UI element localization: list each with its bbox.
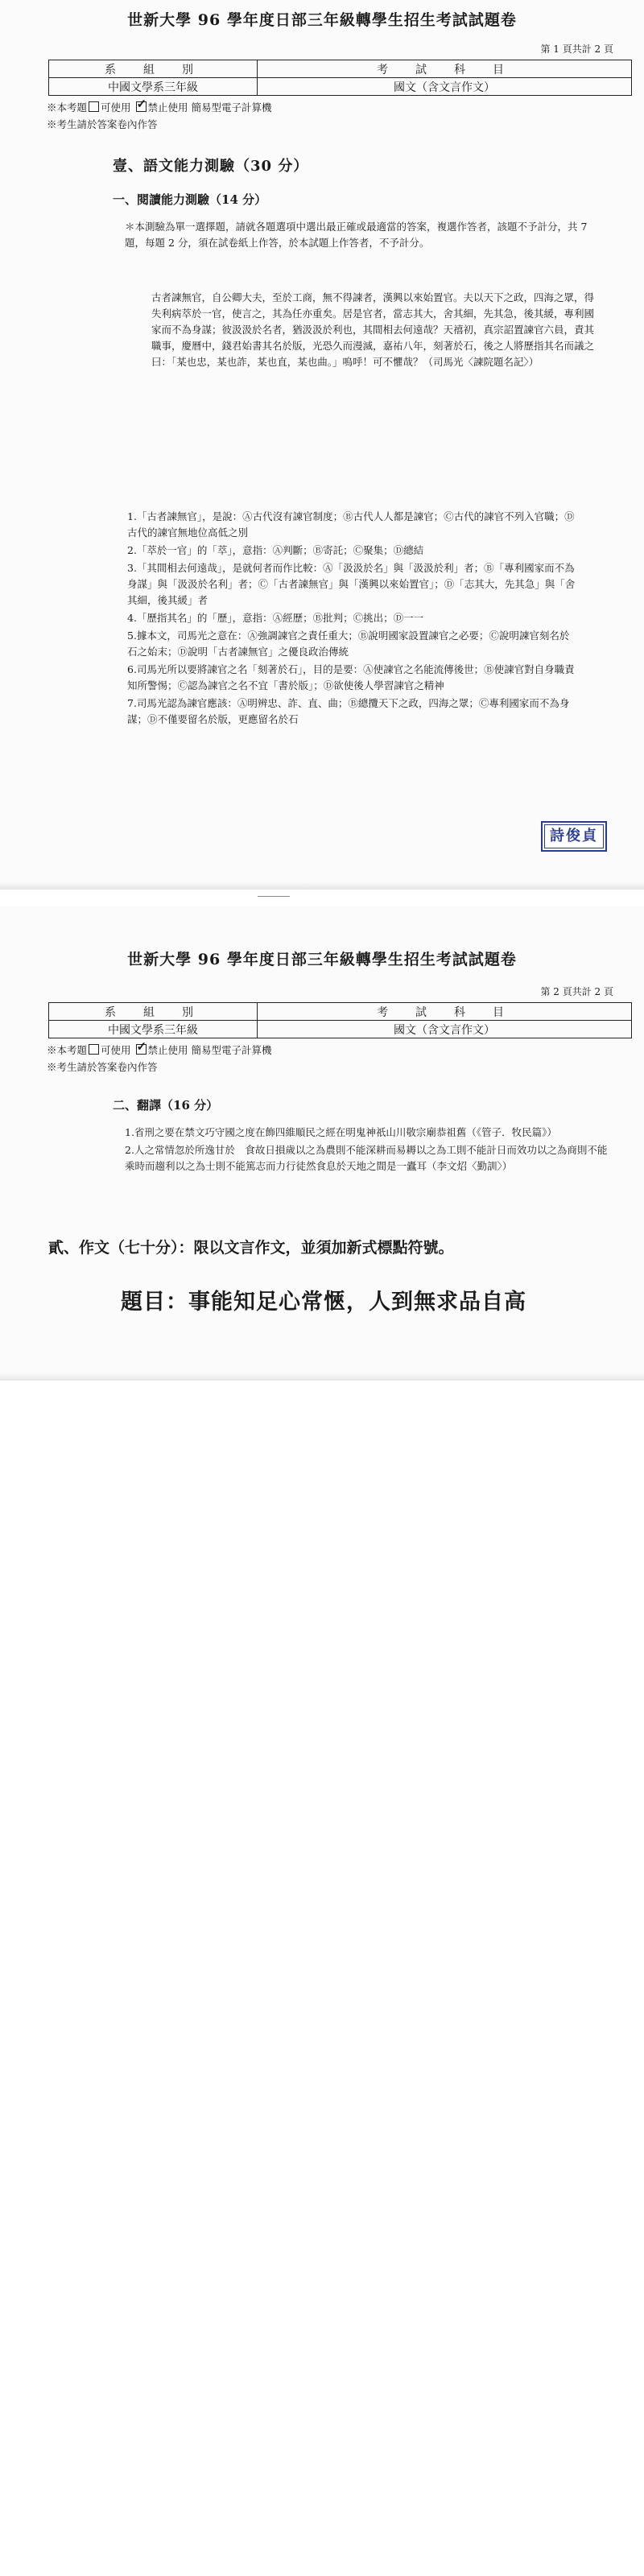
- answer-sheet-note: ※考生請於答案卷內作答: [47, 118, 158, 130]
- info-table: [48, 60, 632, 96]
- exam-page-2: [0, 906, 644, 1381]
- section-language-test: 壹、語文能力測驗（30 分）: [113, 158, 309, 175]
- info-table: [48, 1002, 632, 1038]
- answer-sheet-note: ※考生請於答案卷內作答: [47, 1061, 158, 1073]
- exam-title: 世新大學 96 學年度日部三年級轉學生招生考試試題卷: [127, 951, 517, 968]
- subject-value: 國文（含文言作文）: [258, 78, 632, 96]
- essay-heading: 貳、作文（七十分）：限以文言作文，並須加新式標點符號。: [48, 1239, 454, 1257]
- allowed-checkbox[interactable]: [89, 101, 99, 112]
- page-number: 第 2 頁共計 2 頁: [540, 986, 613, 997]
- forbidden-checkbox[interactable]: [136, 1044, 147, 1055]
- question-item: 7.司馬光認為諫官應該：Ⓐ明辨忠、詐、直、曲；Ⓑ總攬天下之政，四海之眾；Ⓒ專利國家而不為身謀；Ⓓ不僅要留名於版，更應留名於石: [127, 697, 570, 725]
- subject-header: 考 試 科 目: [258, 60, 632, 78]
- subject-value: 國文（含文言作文）: [258, 1021, 632, 1038]
- page-edge: [0, 1373, 644, 1381]
- question-item: 2.「萃於一官」的「萃」，意指：Ⓐ判斷；Ⓑ寄託；Ⓒ聚集；Ⓓ總結: [127, 544, 424, 556]
- forbidden-checkbox[interactable]: [136, 101, 147, 112]
- subsection-reading: 一、閱讀能力測驗（14 分）: [113, 192, 267, 207]
- question-list: [127, 509, 578, 729]
- dept-header: 系 組 別: [49, 1003, 258, 1021]
- calculator-note: ※本考題 可使用 ✓ 禁止使用 簡易型電子計算機: [47, 100, 272, 114]
- translation-item: 1.省刑之要在禁文巧守國之度在飾四維順民之經在明鬼神祇山川敬宗廟恭祖舊（《管子．牧民篇》）: [125, 1126, 557, 1138]
- question-item: 3.「其間相去何遠哉」，是就何者而作比較：Ⓐ「汲汲於名」與「汲汲於利」者；Ⓑ「專利國家而不為身謀」與「汲汲於名利」者；Ⓒ「古者諫無官」與「漢興以來始置官」；Ⓓ「志其大，先其急」與「舍其細，後其緩」者: [127, 562, 576, 606]
- subject-header: 考 試 科 目: [258, 1003, 632, 1021]
- question-item: 5.據本文，司馬光之意在：Ⓐ強調諫官之責任重大；Ⓑ說明國家設置諫官之必要；Ⓒ說明諫官刻名於石之始末；Ⓓ說明「古者諫無官」之優良政治傳統: [127, 630, 570, 658]
- page-gap: [0, 890, 644, 906]
- essay-topic: 題目：事能知足心常愜，人到無求品自高: [121, 1290, 526, 1315]
- subsection-translation: 二、翻譯（16 分）: [113, 1098, 219, 1113]
- question-item: 1.「古者諫無官」，是說：Ⓐ古代沒有諫官制度；Ⓑ古代人人都是諫官；Ⓒ古代的諫官不列入官職；Ⓓ古代的諫官無地位高低之別: [127, 510, 575, 539]
- dept-value: 中國文學系三年級: [49, 1021, 258, 1038]
- seal-stamp: 詩俊貞: [541, 821, 607, 852]
- dept-value: 中國文學系三年級: [49, 78, 258, 96]
- question-item: 6.司馬光所以要將諫官之名「刻著於石」，目的是要：Ⓐ使諫官之名能流傳後世；Ⓑ使諫官對自身職責知所警惕；Ⓒ認為諫官之名不宜「書於版」；Ⓓ欲使後人學習諫官之精神: [127, 663, 575, 691]
- reading-passage: 古者諫無官，自公卿大夫，至於工商，無不得諫者，漢興以來始置官。夫以天下之政，四海之眾，得失利病萃於一官，使言之，其為任亦重矣。居是官者，當志其大，舍其細，先其急，後其緩，專利國家而不為身謀；彼汲汲於名者，猶汲汲於利也，其間相去何遠哉？天禧初，真宗詔置諫官六員，責其職事，慶曆中，錢君始書其名於版，光恐久而漫滅，嘉祐八年，刻著於石，後之人將歷指其名而議之曰：「某也忠，某也詐，某也直，某也曲。」嗚呼！可不懼哉？（司馬光〈諫院題名記〉）: [151, 291, 595, 368]
- translation-item: 2.人之常情忽於所逸甘於 食故日損歲以之為農則不能深耕而易耨以之為工則不能計日而效功以之為商則不能乘時而趨利以之為士則不能篤志而力行徒然食息於天地之間是一蠹耳（李文炤〈勤訓〉）: [125, 1144, 608, 1172]
- exam-page-1: [0, 0, 644, 890]
- instructions: ＊本測驗為單一選擇題，請就各題選項中選出最正確或最適當的答案，複選作答者，該題不予計分，共 7 題，每題 2 分，須在試卷紙上作答，於本試題上作答者，不予計分。: [125, 221, 588, 249]
- calculator-note: ※本考題 可使用 ✓ 禁止使用 簡易型電子計算機: [47, 1042, 272, 1057]
- divider: [258, 896, 290, 897]
- translation-list: [125, 1125, 608, 1176]
- question-item: 4.「歷指其名」的「歷」，意指：Ⓐ經歷；Ⓑ批判；Ⓒ挑出；Ⓓ一一: [127, 612, 424, 624]
- dept-header: 系 組 別: [49, 60, 258, 78]
- page-edge: [0, 881, 644, 890]
- page-number: 第 1 頁共計 2 頁: [540, 43, 613, 55]
- allowed-checkbox[interactable]: [89, 1044, 99, 1055]
- exam-title: 世新大學 96 學年度日部三年級轉學生招生考試試題卷: [127, 11, 517, 29]
